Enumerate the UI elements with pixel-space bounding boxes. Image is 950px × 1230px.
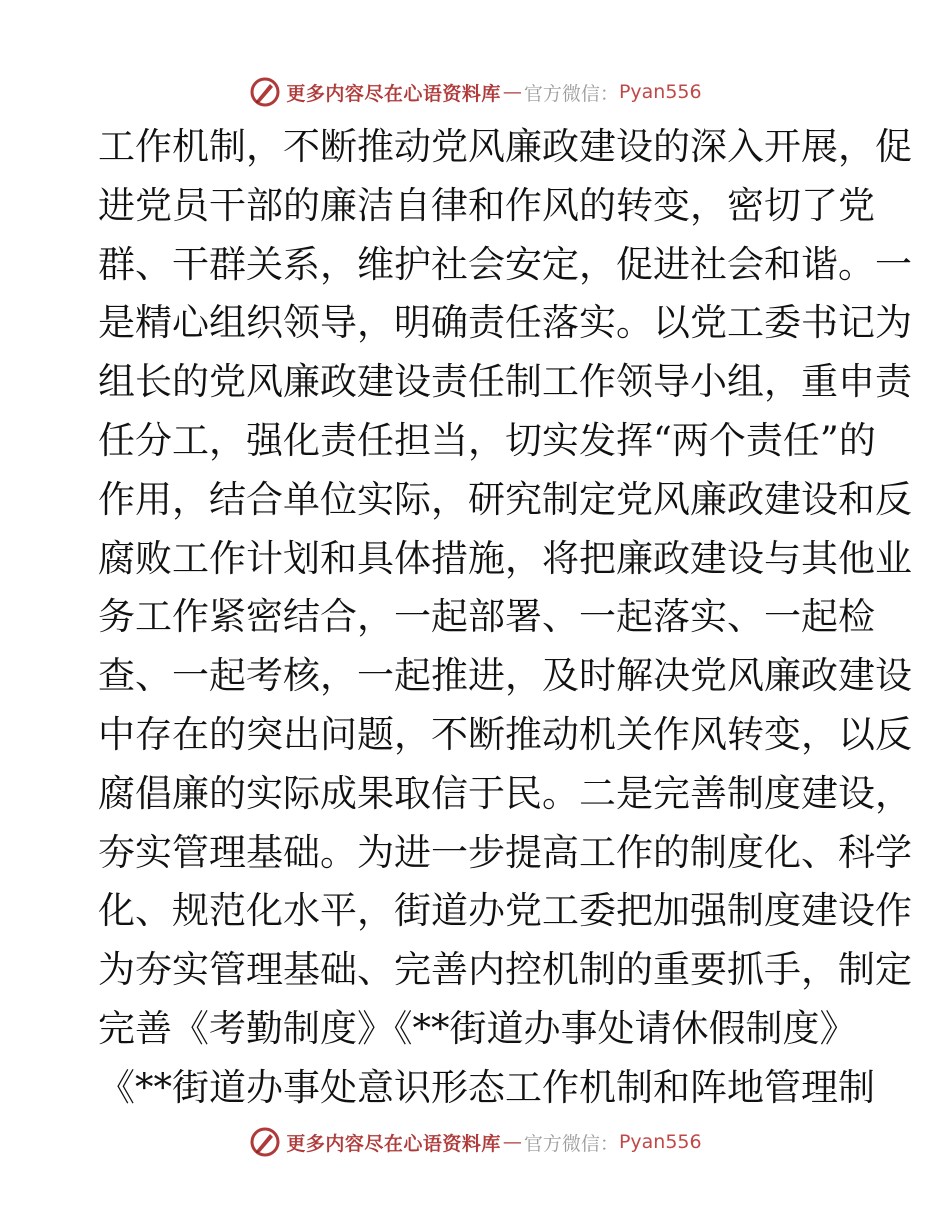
- body-line: 腐败工作计划和具体措施，将把廉政建设与其他业: [98, 536, 912, 580]
- pen-logo-icon: [248, 1125, 282, 1159]
- footer-watermark: [0, 1122, 950, 1162]
- body-line: 中存在的突出问题，不断推动机关作风转变，以反: [98, 712, 912, 756]
- watermark-dash: —: [502, 1131, 522, 1153]
- body-line: 查、一起考核，一起推进，及时解决党风廉政建设: [98, 654, 912, 698]
- body-line: 进党员干部的廉洁自律和作风的转变，密切了党: [98, 183, 875, 227]
- body-line: 工作机制，不断推动党风廉政建设的深入开展，促: [98, 125, 912, 168]
- body-line: 为夯实管理基础、完善内控机制的重要抓手，制定: [98, 948, 912, 992]
- body-line: 是精心组织领导，明确责任落实。以党工委书记为: [98, 301, 912, 345]
- body-line: 群、干群关系，维护社会安定，促进社会和谐。一: [98, 242, 912, 286]
- watermark-official-label: 官方微信：: [523, 1132, 619, 1155]
- watermark-wechat-id: Pyan556: [618, 81, 702, 103]
- body-line: 夯实管理基础。为进一步提高工作的制度化、科学: [98, 830, 912, 874]
- watermark-official-label: 官方微信：: [523, 82, 619, 105]
- body-line: 务工作紧密结合，一起部署、一起落实、一起检: [98, 595, 875, 639]
- body-line: 《**街道办事处意识形态工作机制和阵地管理制: [98, 1065, 875, 1109]
- header-watermark: [0, 72, 950, 112]
- body-line: 腐倡廉的实际成果取信于民。二是完善制度建设，: [98, 771, 912, 815]
- watermark-brand: 更多内容尽在心语资料库: [286, 1132, 501, 1155]
- body-line: 任分工，强化责任担当，切实发挥“两个责任”的: [98, 418, 876, 462]
- pen-logo-icon: [248, 75, 282, 109]
- document-body: [98, 118, 912, 1118]
- body-line: 完善《考勤制度》《**街道办事处请休假制度》: [98, 1006, 857, 1050]
- body-line: 化、规范化水平，街道办党工委把加强制度建设作: [98, 889, 912, 933]
- body-line: 组长的党风廉政建设责任制工作领导小组，重申责: [98, 360, 912, 404]
- watermark-wechat-id: Pyan556: [618, 1131, 702, 1153]
- body-line: 作用，结合单位实际，研究制定党风廉政建设和反: [98, 477, 912, 521]
- watermark-dash: —: [502, 81, 522, 103]
- watermark-brand: 更多内容尽在心语资料库: [286, 82, 501, 105]
